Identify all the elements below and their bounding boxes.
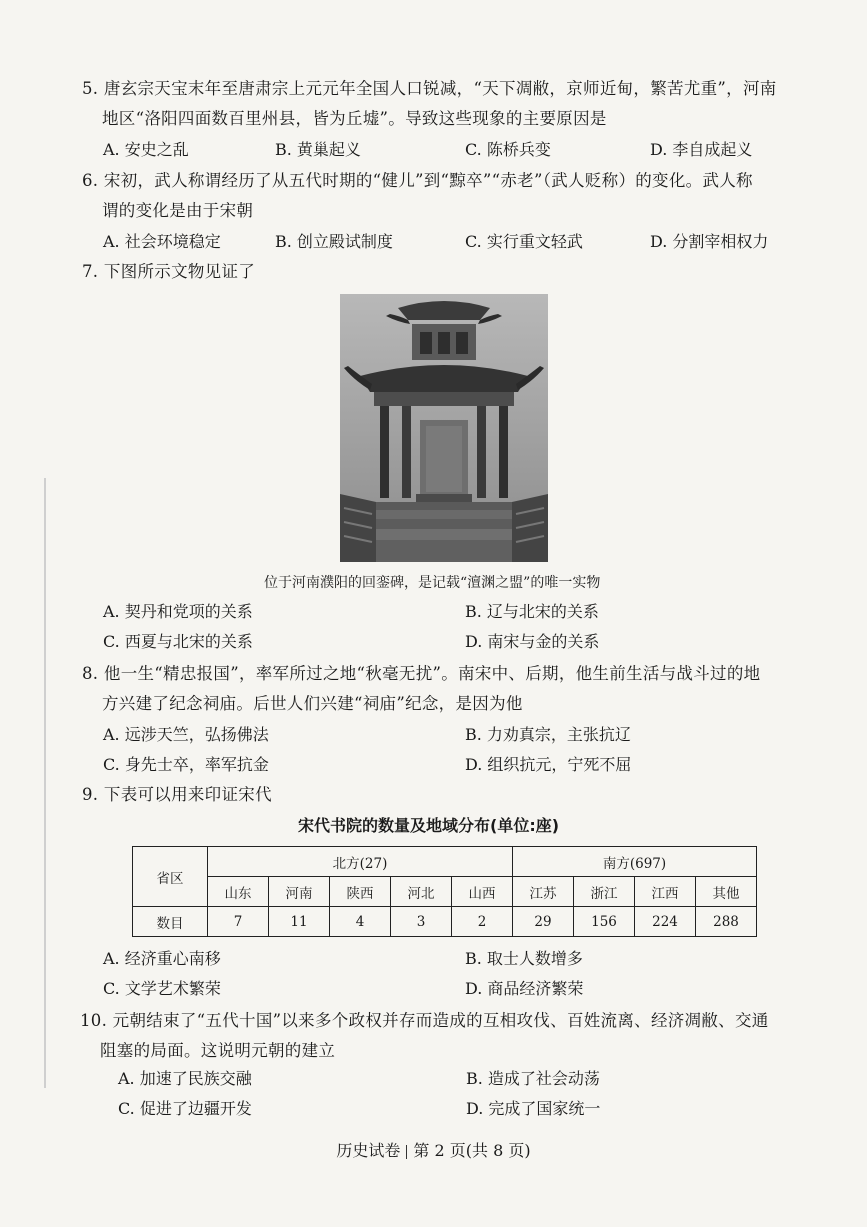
- question-7: [82, 257, 782, 287]
- question-6-options: [103, 228, 793, 256]
- option-b[interactable]: B. 取士人数增多: [465, 949, 583, 968]
- question-9: [82, 780, 782, 810]
- question-8-options: [103, 720, 793, 780]
- option-c[interactable]: C. 实行重文轻武: [465, 232, 583, 251]
- count-cell: 224: [635, 907, 696, 937]
- row-header-count: 数目: [133, 907, 208, 937]
- question-7-options: [103, 597, 793, 657]
- count-cell: 11: [269, 907, 330, 937]
- north-header: 北方(27): [208, 847, 513, 877]
- option-c[interactable]: C. 促进了边疆开发: [118, 1099, 252, 1118]
- question-5-options: [103, 136, 793, 164]
- question-8: [82, 659, 782, 719]
- option-b[interactable]: B. 黄巢起义: [275, 140, 361, 159]
- option-d[interactable]: D. 分割宰相权力: [650, 232, 769, 251]
- option-a[interactable]: A. 契丹和党项的关系: [103, 602, 253, 621]
- photo-caption: 位于河南濮阳的回銮碑，是记载“澶渊之盟”的唯一实物: [264, 575, 601, 591]
- province-cell: 山西: [452, 877, 513, 907]
- count-cell: 29: [513, 907, 574, 937]
- option-b[interactable]: B. 力劝真宗，主张抗辽: [465, 725, 631, 744]
- province-cell: 江西: [635, 877, 696, 907]
- question-9-line-1: 9. 下表可以用来印证宋代: [82, 785, 272, 804]
- question-5-line-2: 地区“洛阳四面数百里州县，皆为丘墟”。导致这些现象的主要原因是: [102, 109, 607, 128]
- question-9-options: [103, 944, 793, 1004]
- footer-separator: [406, 1145, 407, 1159]
- question-5-line-1: 5. 唐玄宗天宝末年至唐肃宗上元元年全国人口锐减，“天下凋敝，京师近甸，繁苦尤重”，河南: [82, 79, 777, 98]
- count-cell: 156: [574, 907, 635, 937]
- option-b[interactable]: B. 造成了社会动荡: [466, 1069, 600, 1088]
- question-5: [82, 74, 782, 134]
- province-cell: 其他: [696, 877, 757, 907]
- option-b[interactable]: B. 创立殿试制度: [275, 232, 393, 251]
- option-c[interactable]: C. 西夏与北宋的关系: [103, 632, 253, 651]
- academy-table: [132, 846, 757, 937]
- count-cell: 3: [391, 907, 452, 937]
- question-10-options: [118, 1064, 808, 1124]
- option-a[interactable]: A. 安史之乱: [103, 140, 189, 159]
- province-cell: 浙江: [574, 877, 635, 907]
- pavilion-photo: [340, 294, 548, 562]
- question-8-line-1: 8. 他一生“精忠报国”，率军所过之地“秋毫无扰”。南宋中、后期，他生前生活与战斗过的地: [82, 664, 761, 683]
- option-a[interactable]: A. 经济重心南移: [103, 949, 221, 968]
- count-cell: 288: [696, 907, 757, 937]
- option-a[interactable]: A. 社会环境稳定: [103, 232, 221, 251]
- option-d[interactable]: D. 商品经济繁荣: [465, 979, 584, 998]
- footer-subject: 历史试卷: [336, 1141, 401, 1160]
- question-6-line-2: 谓的变化是由于宋朝: [102, 201, 254, 220]
- option-b[interactable]: B. 辽与北宋的关系: [465, 602, 599, 621]
- province-cell: 山东: [208, 877, 269, 907]
- question-6-line-1: 6. 宋初，武人称谓经历了从五代时期的“健儿”到“黥卒”“赤老”（武人贬称）的变化。武人称: [82, 171, 753, 190]
- binding-line: [44, 478, 46, 1088]
- question-10-line-2: 阻塞的局面。这说明元朝的建立: [100, 1041, 336, 1060]
- question-6: [82, 166, 782, 226]
- option-c[interactable]: C. 陈桥兵变: [465, 140, 551, 159]
- row-header-region: 省区: [133, 847, 208, 907]
- count-cell: 7: [208, 907, 269, 937]
- page-footer: [0, 1138, 867, 1161]
- count-cell: 4: [330, 907, 391, 937]
- option-d[interactable]: D. 完成了国家统一: [466, 1099, 601, 1118]
- question-10-line-1: 10. 元朝结束了“五代十国”以来多个政权并存而造成的互相攻伐、百姓流离、经济凋敝、交通: [80, 1011, 769, 1030]
- footer-page-number: 第 2 页(共 8 页): [413, 1141, 531, 1160]
- province-cell: 江苏: [513, 877, 574, 907]
- question-8-line-2: 方兴建了纪念祠庙。后世人们兴建“祠庙”纪念，是因为他: [102, 694, 523, 713]
- province-cell: 河南: [269, 877, 330, 907]
- question-10: [80, 1006, 780, 1066]
- option-a[interactable]: A. 远涉天竺，弘扬佛法: [103, 725, 269, 744]
- question-7-line-1: 7. 下图所示文物见证了: [82, 262, 256, 281]
- south-header: 南方(697): [513, 847, 757, 877]
- pavilion-illustration: [340, 294, 548, 562]
- table-title: 宋代书院的数量及地域分布(单位:座): [298, 816, 560, 835]
- option-d[interactable]: D. 组织抗元，宁死不屈: [465, 755, 632, 774]
- option-c[interactable]: C. 文学艺术繁荣: [103, 979, 221, 998]
- option-c[interactable]: C. 身先士卒，率军抗金: [103, 755, 269, 774]
- province-cell: 陕西: [330, 877, 391, 907]
- province-cell: 河北: [391, 877, 452, 907]
- count-cell: 2: [452, 907, 513, 937]
- option-a[interactable]: A. 加速了民族交融: [118, 1069, 252, 1088]
- option-d[interactable]: D. 南宋与金的关系: [465, 632, 600, 651]
- option-d[interactable]: D. 李自成起义: [650, 140, 753, 159]
